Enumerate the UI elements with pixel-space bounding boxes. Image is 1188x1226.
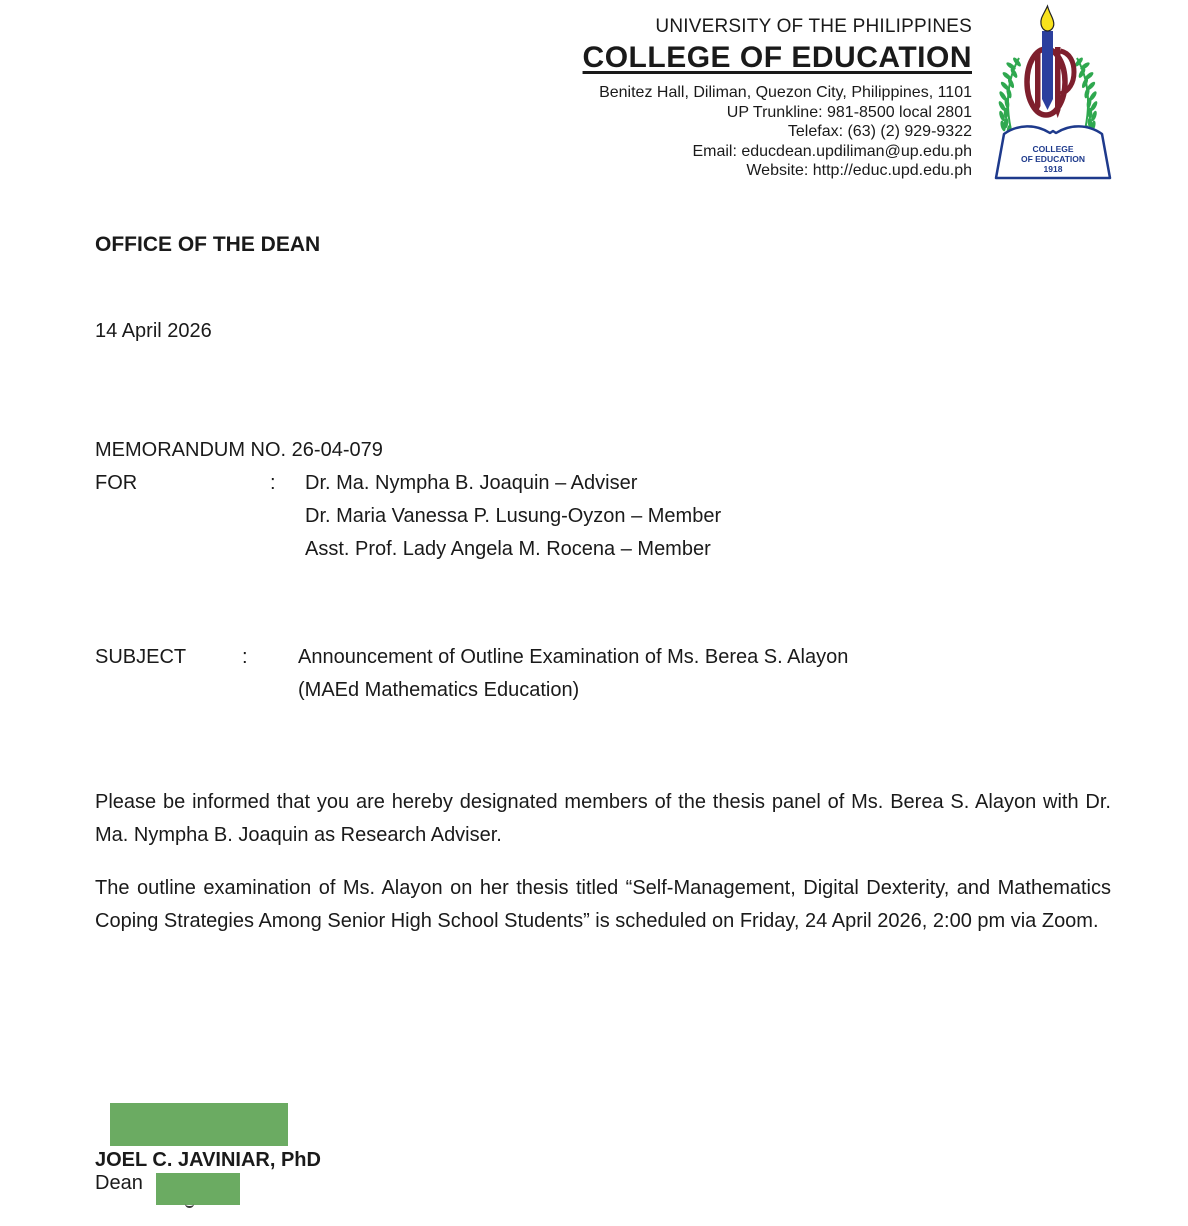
body-paragraph-1: Please be informed that you are hereby designated members of the thesis panel of Ms. Berea S. Alayon with Dr. Ma. Nympha B. Joaquin as Research Adviser. bbox=[95, 791, 1111, 846]
subject-line-1: Announcement of Outline Examination of Ms. Berea S. Alayon bbox=[298, 646, 849, 668]
flame-icon bbox=[1041, 6, 1054, 31]
book-text-of-education: OF EDUCATION bbox=[1020, 154, 1086, 164]
letterhead-address: Benitez Hall, Diliman, Quezon City, Philippines, 1101 bbox=[599, 84, 972, 101]
signature-redaction-block bbox=[110, 1103, 288, 1146]
college-name: COLLEGE OF EDUCATION bbox=[582, 41, 972, 74]
laurel-left-icon bbox=[997, 56, 1022, 135]
signatory-name: JOEL C. JAVINIAR, PhD bbox=[95, 1149, 321, 1171]
signatory-title: Dean bbox=[95, 1172, 143, 1194]
recipient-1: Dr. Ma. Nympha B. Joaquin – Adviser bbox=[305, 472, 638, 494]
recipient-2: Dr. Maria Vanessa P. Lusung-Oyzon – Member bbox=[305, 505, 722, 527]
book-text-1918: 1918 bbox=[1043, 164, 1063, 174]
book-text-college: COLLEGE bbox=[1032, 144, 1074, 154]
college-of-education-seal-icon bbox=[992, 2, 1114, 184]
for-colon: : bbox=[270, 472, 276, 494]
book-icon bbox=[996, 126, 1110, 178]
candle-icon bbox=[1042, 31, 1053, 110]
letterhead bbox=[583, 14, 972, 181]
letterhead-trunkline: UP Trunkline: 981-8500 local 2801 bbox=[726, 103, 972, 121]
date-signed-redaction-block bbox=[156, 1173, 240, 1205]
memo-number: MEMORANDUM NO. 26-04-079 bbox=[95, 439, 383, 461]
subject-colon: : bbox=[242, 646, 248, 668]
letterhead-website: Website: http://educ.upd.edu.ph bbox=[746, 162, 972, 179]
office-of-the-dean-heading: OFFICE OF THE DEAN bbox=[95, 233, 321, 256]
for-label: FOR bbox=[95, 472, 138, 494]
signature-stroke-remnant bbox=[185, 1200, 194, 1208]
subject-line-2: (MAEd Mathematics Education) bbox=[298, 679, 580, 701]
body-paragraph-2: The outline examination of Ms. Alayon on her thesis titled “Self-Management, Digital Dexterity, and Mathematics Coping Strategies Among Senior High School Students” is scheduled on Friday, 24 April 2026, 2:00 pm via Zoom. bbox=[95, 877, 1111, 932]
letterhead-email: Email: educdean.updiliman@up.edu.ph bbox=[692, 142, 972, 160]
letterhead-telefax: Telefax: (63) (2) 929-9322 bbox=[787, 123, 972, 140]
document-date: 14 April 2026 bbox=[95, 320, 212, 342]
university-name: UNIVERSITY OF THE PHILIPPINES bbox=[655, 16, 972, 37]
laurel-right-icon bbox=[1074, 56, 1099, 135]
recipient-3: Asst. Prof. Lady Angela M. Rocena – Member bbox=[305, 538, 711, 560]
subject-label: SUBJECT bbox=[95, 646, 187, 668]
